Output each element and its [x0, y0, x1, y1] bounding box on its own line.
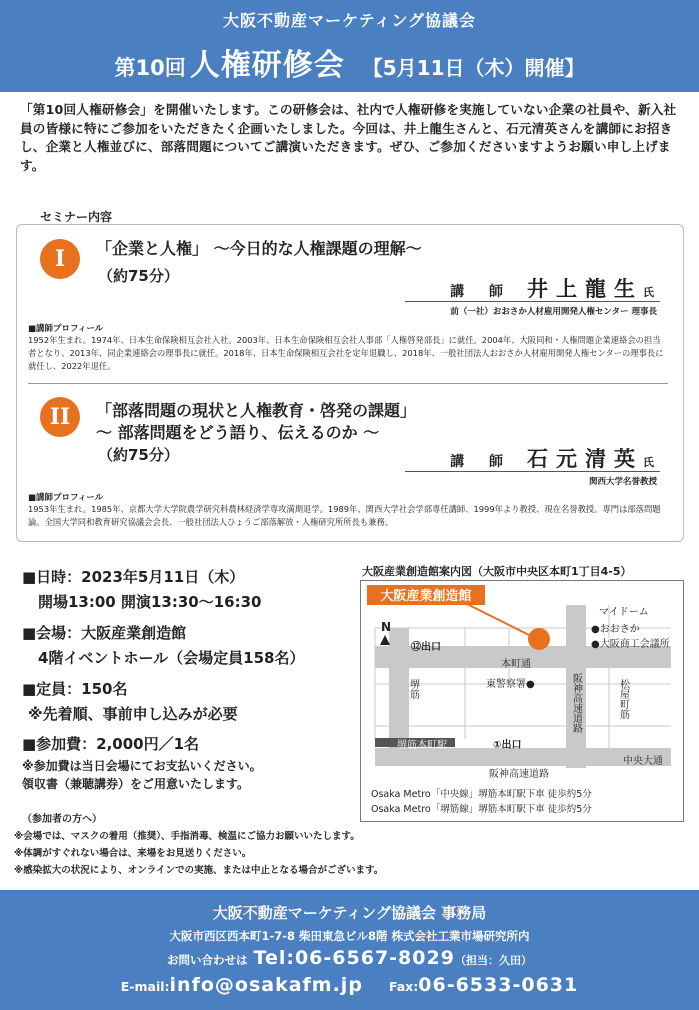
map-graphic: [361, 581, 683, 821]
event-venue: [22, 622, 304, 668]
event-title-prefix: 第10回: [114, 56, 186, 80]
seminar-duration: （約75分）: [98, 267, 179, 285]
lecturer-label: 講 師: [450, 454, 513, 470]
station-label: 堺筋本町駅: [397, 740, 447, 751]
expressway-horizontal-label: 阪神高速道路: [489, 769, 549, 780]
venue-pointer: [465, 603, 533, 637]
event-capacity: [22, 678, 238, 724]
lecturer-name: 井上龍生: [527, 277, 643, 301]
seminar-number-badge: II: [40, 397, 80, 437]
venue-sub: 4階イベントホール（会場定員158名）: [38, 649, 305, 667]
phone-number[interactable]: Tel:06-6567-8029: [253, 947, 455, 969]
lecturer-line: [450, 273, 654, 303]
event-title-main: 人権研修会: [189, 48, 345, 83]
fax-number: 06-6533-0631: [418, 974, 579, 996]
mydome-label: マイドーム: [599, 607, 649, 618]
seminar-subtitle: 〜 部落問題をどう語り、伝えるのか 〜: [96, 423, 380, 442]
venue-label: ■会場：大阪産業創造館: [22, 624, 187, 642]
north-arrow-icon: [380, 635, 390, 645]
access-line: Osaka Metro「中央線」堺筋本町駅下車 徒歩約5分: [371, 789, 592, 800]
lecturer-honorific: 氏: [643, 456, 654, 469]
seminar-duration: （約75分）: [98, 446, 179, 464]
email-address[interactable]: info@osakafm.jp: [169, 974, 363, 996]
expressway-vertical-label: 阪神高速道路: [570, 673, 582, 733]
footer-banner: [0, 890, 699, 1010]
contact-phone: [0, 947, 699, 969]
lecturer-underline: [405, 471, 660, 472]
fee-note: ※参加費は当日会場にてお支払いください。: [22, 759, 262, 773]
lecturer-affiliation: 前（一社）おおさか人材雇用開発人権センター 理事長: [450, 307, 657, 317]
event-title-date: 【5月11日（木）開催】: [362, 56, 585, 80]
osaka-label: ●おおさか: [591, 624, 640, 635]
exit-12-label: ⑫出口: [411, 642, 441, 653]
capacity-sub: ※先着順、事前申し込みが必要: [28, 705, 238, 723]
chamber-label: ●大阪商工会議所: [591, 639, 670, 650]
note-item: ※感染拡大の状況により、オンラインでの実施、または中止となる場合がございます。: [14, 865, 384, 876]
datetime-sub: 開場13:00 開演13:30〜16:30: [38, 593, 262, 611]
profile-text: 1953年生まれ。1985年、京都大学大学院農学研究科農林経済学専攻満期退学。1989年、関西大学社会学部専任講師、1999年より教授、現在名誉教授。専門は部落問題論。全国大学同和教育研究協議会会長、一般社団法人ひょうご部落解放・人権研究所所長も兼務。: [28, 504, 661, 527]
seminar-number-badge: I: [40, 239, 80, 279]
venue-label: 大阪産業創造館: [380, 589, 472, 604]
email-label: E-mail:: [120, 979, 170, 994]
lecturer-label: 講 師: [450, 284, 513, 300]
chuo-odori-label: 中央大通: [623, 756, 663, 767]
map-title: 大阪産業創造館案内図（大阪市中央区本町1丁目4-5）: [362, 565, 632, 578]
lecturer-honorific: 氏: [643, 286, 654, 299]
seminar-divider: [28, 383, 668, 384]
access-map: [360, 580, 684, 822]
profile-label: ■講師プロフィール: [28, 493, 104, 503]
office-address: 大阪市西区西本町1-7-8 柴田東急ビル8階 株式会社工業市場研究所内: [169, 929, 530, 943]
office-name: 大阪不動産マーケティング協議会 事務局: [212, 904, 487, 922]
seminar-title: 「企業と人権」 〜今日的な人権課題の理解〜: [96, 239, 422, 258]
section-title: セミナー内容: [40, 210, 113, 224]
note-item: ※体調がすぐれない場合は、来場をお見送りください。: [14, 848, 252, 859]
lecturer-line: [450, 443, 654, 473]
datetime-label: ■日時：2023年5月11日（木）: [22, 568, 245, 586]
profile-text: 1952年生まれ。1974年、日本生命保険相互会社入社。2003年、日本生命保険相互会社人事部「人権啓発部長」に就任。2004年、大阪同和・人権問題企業連絡会の担当者となり、2013年、同企業連絡会の理事長に就任。2018年、日本生命保険相互会社を定年退職し、2018年、一般社団法人おおさか人材雇用開発人権センターの理事長に就任し、2022年退任。: [28, 335, 664, 371]
organizer-name: 大阪不動産マーケティング協議会: [222, 11, 477, 30]
venue-marker: [528, 628, 550, 650]
sakaisuji-label: 堺筋: [407, 679, 419, 699]
event-fee: [22, 733, 262, 792]
contact-person: （担当：久田）: [454, 954, 532, 967]
sakaisuji-road: [389, 628, 409, 748]
fee-label: ■参加費：2,000円／1名: [22, 735, 200, 753]
lecturer-affiliation: 関西大学名誉教授: [588, 477, 657, 487]
access-line: Osaka Metro「堺筋線」堺筋本町駅下車 徒歩約5分: [371, 804, 592, 815]
profile-label: ■講師プロフィール: [28, 324, 104, 334]
fee-note: 領収書（兼聴講券）をご用意いたします。: [22, 777, 250, 791]
contact-email-fax: [0, 974, 699, 996]
honmachi-dori-label: 本町通: [501, 659, 531, 670]
lecturer-underline: [405, 301, 660, 302]
north-label: N: [381, 620, 392, 634]
fax-label: Fax:: [388, 979, 419, 994]
lecturer-name: 石元清英: [527, 447, 643, 471]
police-label: 東警察署●: [486, 679, 535, 690]
event-datetime: [22, 566, 261, 612]
contact-label: お問い合わせは: [167, 953, 248, 967]
participant-notes: [14, 828, 383, 879]
intro-paragraph: 「第10回人権研修会」を開催いたします。この研修会は、社内で人権研修を実施していない企業の社員や、新入社員の皆様に特にご参加をいただきたく企画いたしました。今回は、井上龍生さんと、石元清英さんを講師にお招きし、企業と人権並びに、部落問題についてご講演いただきます。ぜひ、ご参加くださいますようお願い申し上げます。: [20, 102, 677, 173]
header-banner: [0, 0, 699, 92]
event-title: [0, 40, 699, 84]
capacity-label: ■定員：150名: [22, 680, 128, 698]
seminar-title: 「部落問題の現状と人権教育・啓発の課題」: [96, 401, 417, 420]
participant-notes-header: （参加者の方へ）: [22, 814, 102, 825]
matsuyamachi-label: 松屋町筋: [617, 679, 629, 719]
exit-1-label: ①出口: [493, 740, 522, 751]
note-item: ※会場では、マスクの着用（推奨）、手指消毒、検温にご協力お願いいたします。: [14, 831, 360, 842]
